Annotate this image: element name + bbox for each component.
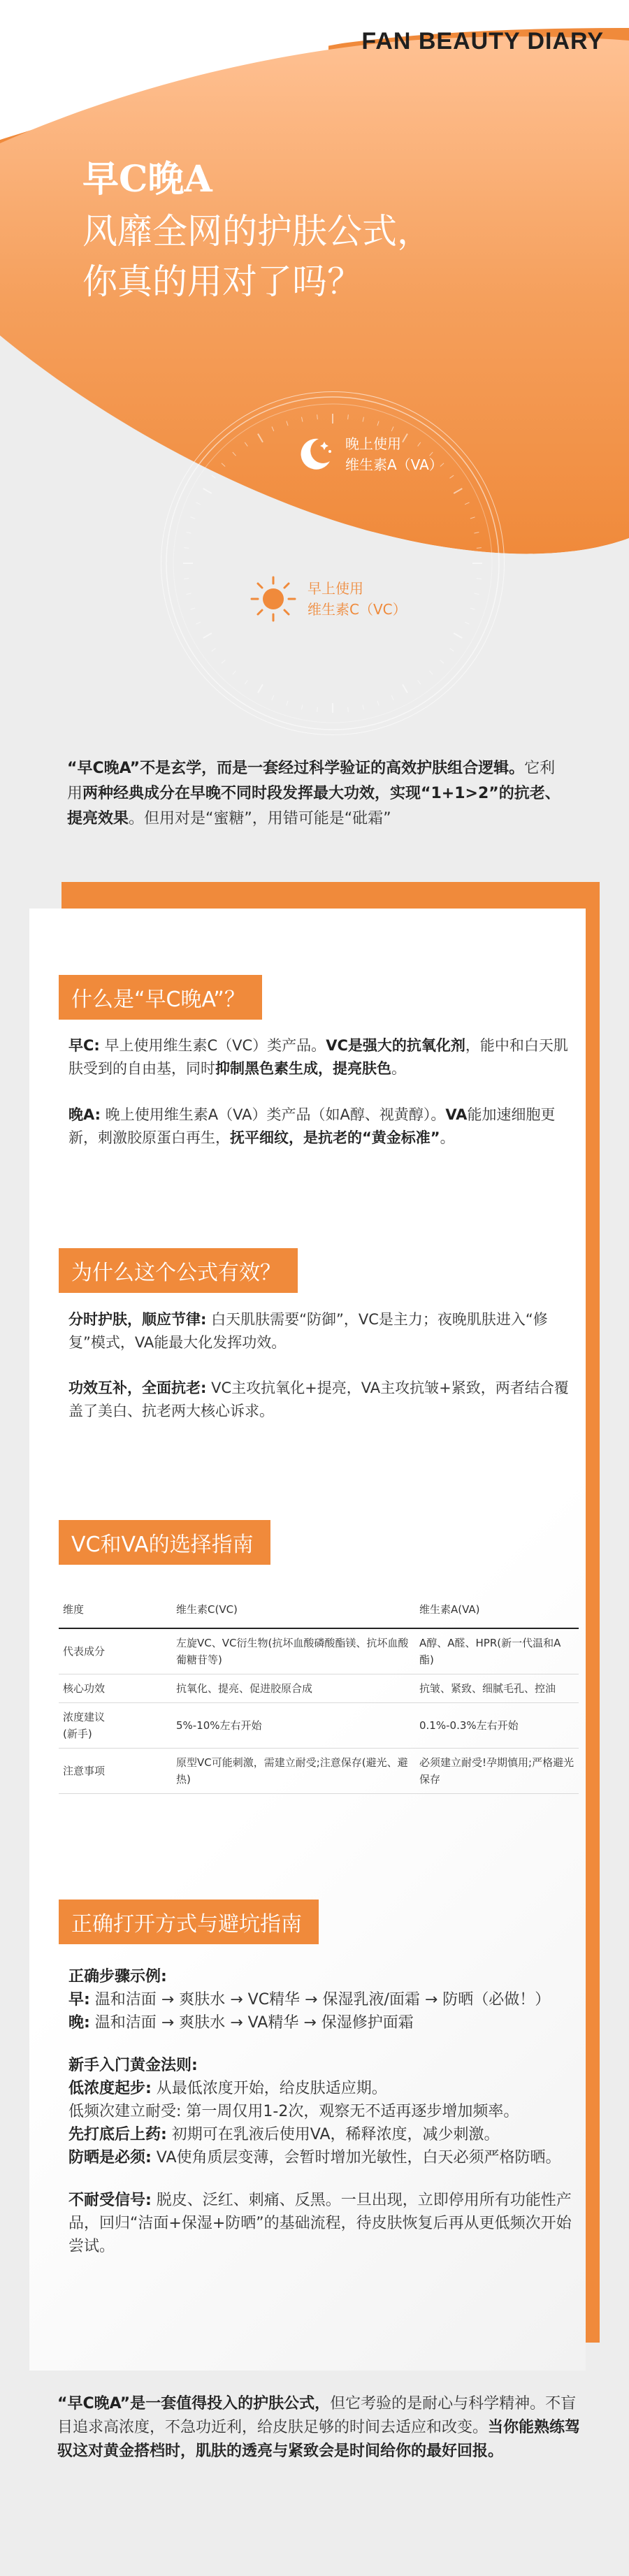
dial-tick [222,463,225,467]
dial-tick [465,622,469,624]
dial-tick [190,517,195,519]
dial-tick [449,475,454,478]
va-bold-2: 抚平细纹，是抗老的“黄金标准” [230,1129,440,1146]
summary-paragraph [57,2392,588,2463]
va-text-3: 。 [440,1129,455,1146]
why-point-1-text: 白天肌肤需要“防御”，VC是主力；夜晚肌肤进入“修复”模式，VA能最大化发挥功效。 [68,1311,548,1351]
table-header-cell: 维生素C(VC) [172,1593,415,1628]
table-cell: 左旋VC、VC衍生物(抗坏血酸磷酸酯镁、抗坏血酸葡糖苷等) [172,1628,415,1674]
night-line-2: 维生素A（VA） [345,456,443,473]
pm-routine [68,2011,586,2034]
rule-3-label: 防晒是必须: [68,2149,152,2166]
warning-text: 脱皮、泛红、刺痛、反黑。一旦出现，立即停用所有功能性产品，回归“洁面+保湿+防晒”的基础流程，待皮肤恢复后再从更低频次开始尝试。 [68,2192,572,2255]
dial-tick [287,421,288,426]
table-cell: 浓度建议 (新手) [59,1703,172,1749]
rule-3 [68,2146,586,2169]
rule-1 [68,2077,586,2100]
rule-1-extra: 低频次建立耐受: 第一周仅用1-2次，观察无不适再逐步增加频率。 [68,2103,519,2120]
why-point-2-text: VC主攻抗氧化+提亮，VA主攻抗皱+紧致，两者结合覆盖了美白、抗老两大核心诉求。 [68,1380,569,1419]
vc-text-3: 。 [391,1060,406,1077]
table-cell: 必须建立耐受!孕期慎用;严格避光保存 [415,1749,579,1794]
sun-icon [249,574,298,623]
table-row [59,1628,579,1674]
table-cell: A醇、A醛、HPR(新一代温和A酯) [415,1628,579,1674]
rules-title [68,2054,586,2077]
va-label: 晚A: [68,1106,101,1123]
summary-text-1: 但它考验的是耐心与科学精神。不盲目追求高浓度，不急功近利，给皮肤足够的时间去适应和改变。 [57,2395,577,2436]
table-cell: 0.1%-0.3%左右开始 [415,1703,579,1749]
dial-tick [470,517,475,519]
intro-bold-2: 两种经典成分在早晚不同时段发挥最大功效，实现“1+1>2”的抗老、提亮效果 [67,785,561,827]
table-cell: 抗皱、紧致、细腻毛孔、控油 [415,1674,579,1703]
dial-tick [317,414,318,419]
day-label-group [249,574,407,623]
intro-bold-1: “早C晚A”不是玄学，而是一套经过科学验证的高效护肤组合逻辑。 [67,760,525,777]
am-label: 早: [68,1991,90,2009]
brand-logo: FAN BEAUTY DIARY [361,28,604,55]
vc-bold-1: VC是强大的抗氧化剂 [326,1037,465,1054]
comparison-table [59,1593,579,1794]
va-text-1: 晚上使用维生素A（VA）类产品（如A醇、视黄醇）。 [101,1106,446,1123]
dial-tick [245,442,247,447]
intro-text-2: 。但用对是“蜜糖”，用错可能是“砒霜” [129,810,391,827]
dial-tick [258,434,263,442]
dial-tick [377,701,379,706]
section-title-guide: VC和VA的选择指南 [59,1520,270,1565]
section-title-what: 什么是“早C晚A”？ [59,975,262,1020]
spacer [68,2169,586,2189]
page-title: 早C晚A [82,158,212,201]
rule-3-text: VA使角质层变薄，会暂时增加光敏性，白天必须严格防晒。 [151,2149,561,2166]
night-text [345,433,443,475]
dial-tick [317,707,318,712]
rule-2-label: 先打底后上药: [68,2126,167,2143]
day-line-2: 维生素C（VC） [308,601,407,618]
table-cell: 抗氧化、提亮、促进胶原合成 [172,1674,415,1703]
table-cell: 核心功效 [59,1674,172,1703]
dial-tick [212,649,216,651]
table-cell: 代表成分 [59,1628,172,1674]
am-text: 温和洁面 → 爽肤水 → VC精华 → 保湿乳液/面霜 → 防晒（必做！） [89,1991,551,2009]
pm-label: 晚: [68,2014,90,2032]
vc-definition [68,1034,573,1080]
va-definition [68,1104,573,1150]
dial-tick [377,421,379,426]
intro-paragraph [67,756,570,832]
steps-title [68,1965,586,1988]
dial-tick [391,695,393,700]
dial-tick [258,684,263,693]
table-cell: 5%-10%左右开始 [172,1703,415,1749]
day-text [308,578,407,620]
routine-content [68,1965,586,2258]
dial-tick [454,489,462,493]
vc-bold-2: 抑制黑色素生成，提亮肤色 [215,1060,391,1077]
night-line-1: 晚上使用 [345,435,401,452]
table-header-cell: 维度 [59,1593,172,1628]
dial-tick [302,704,303,709]
table-row [59,1674,579,1703]
dial-tick [403,684,407,693]
table-row [59,1703,579,1749]
summary-bold-2: 当你能熟练驾驭这对黄金搭档时，肌肤的透亮与紧致会是时间给你的最好回报。 [57,2419,581,2460]
table-header-cell: 维生素A(VA) [415,1593,579,1628]
table-cell: 注意事项 [59,1749,172,1794]
warning-label: 不耐受信号: [68,2192,152,2209]
rule-1-text: 从最低浓度开始，给皮肤适应期。 [151,2080,387,2097]
dial-tick [391,427,393,431]
dial-tick [203,633,212,638]
why-point-2 [68,1377,573,1423]
dial-tick [196,502,201,505]
dial-tick [430,671,433,674]
dial-tick [477,548,482,549]
table-cell: 原型VC可能刺激，需建立耐受;注意保存(避光、避热) [172,1749,415,1794]
am-routine [68,1988,586,2011]
dial-tick [272,427,274,431]
vc-text-2: ，能中和白天肌肤受到的自由基，同时 [68,1037,568,1077]
dial-tick [196,622,201,624]
spacer [68,2034,586,2054]
rule-1-label: 低浓度起步: [68,2080,152,2097]
dial-tick [418,680,421,684]
va-bold-1: VA [445,1106,468,1123]
dial-tick [440,660,444,664]
dial-tick [222,660,225,664]
vc-text-1: 早上使用维生素C（VC）类产品。 [99,1037,326,1054]
rule-2 [68,2123,586,2146]
why-point-2-bold: 功效互补，全面抗老: [68,1380,207,1396]
dial-tick [348,414,349,419]
warning-signals [68,2189,586,2258]
dial-tick [474,593,479,594]
dial-tick [348,707,349,712]
dial-tick [272,695,274,700]
dial-tick [302,417,303,422]
vc-label: 早C: [68,1037,100,1054]
pm-text: 温和洁面 → 爽肤水 → VA精华 → 保湿修护面霜 [89,2014,414,2032]
dial-tick [287,701,288,706]
section-title-why: 为什么这个公式有效？ [59,1248,298,1293]
why-point-1-bold: 分时护肤，顺应节律: [68,1311,207,1328]
steps-title-text: 正确步骤示例: [68,1968,167,1985]
why-point-1 [68,1308,573,1354]
table-row [59,1749,579,1794]
dial-tick [465,502,469,505]
dial-tick [184,548,189,549]
night-label-group [294,433,443,475]
table-header-row [59,1593,579,1628]
dial-tick [454,633,462,638]
dial-tick [203,489,212,493]
dial-tick [470,608,475,609]
day-line-1: 早上使用 [308,580,363,597]
dial-tick [233,671,236,674]
moon-icon [294,433,335,475]
va-text-2: 能加速细胞更新，刺激胶原蛋白再生， [68,1106,556,1146]
dial-tick [212,475,216,478]
dial-tick [449,649,454,651]
summary-bold-1: “早C晚A”是一套值得投入的护肤公式， [57,2395,331,2412]
section-title-routine: 正确打开方式与避坑指南 [59,1900,319,1944]
rule-2-text: 初期可在乳液后使用VA，稀释浓度，减少刺激。 [166,2126,500,2143]
dial-tick [187,593,191,594]
page-subtitle: 风靡全网的护肤公式， 你真的用对了吗？ [82,211,432,302]
dial-tick [190,608,195,609]
intro-text-1: 它利用 [67,760,556,802]
dial-tick [233,452,236,456]
dial-tick [245,680,247,684]
rules-title-text: 新手入门黄金法则: [68,2057,198,2074]
